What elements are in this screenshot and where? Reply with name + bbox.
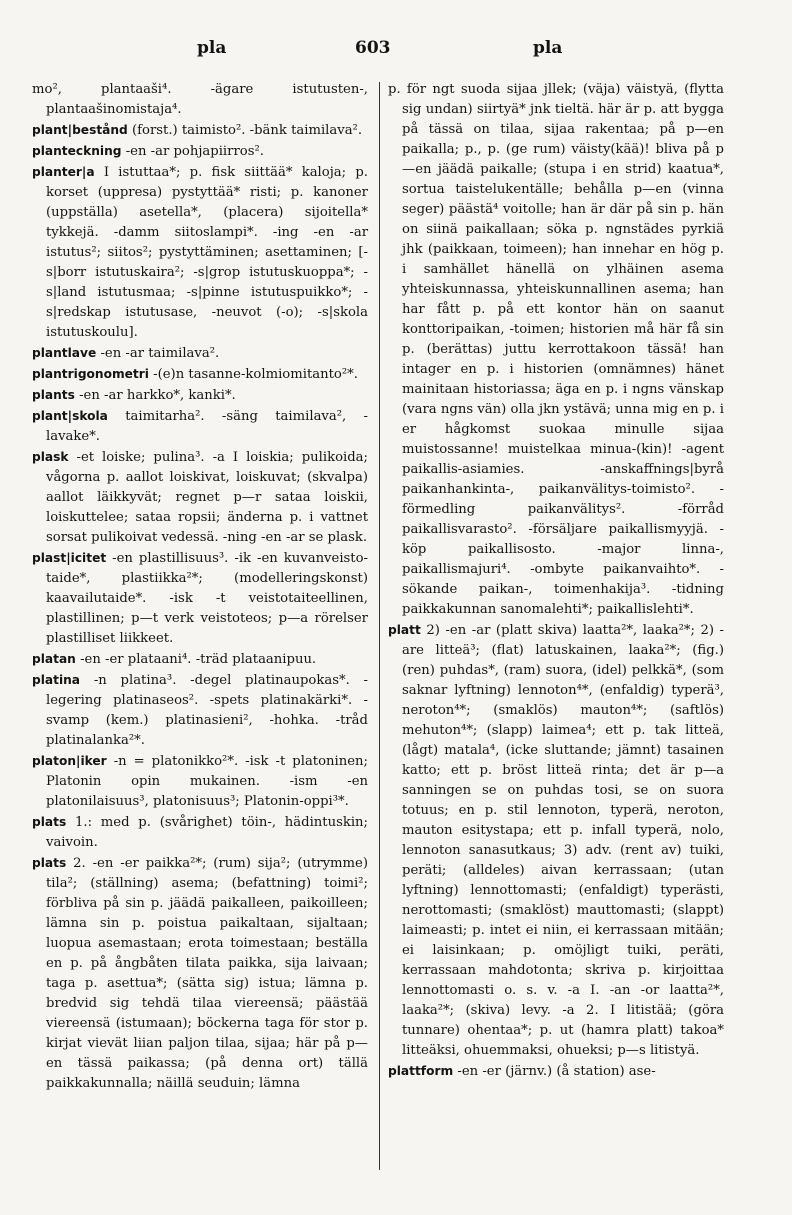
entry-definition: -en -ar harkko*, kanki*. — [79, 388, 236, 403]
page-number: 603 — [355, 38, 391, 58]
entry-definition: -en -ar taimilava². — [100, 346, 220, 361]
entry-definition: -(e)n tasanne-kolmiomitanto²*. — [153, 367, 358, 382]
entry-definition: taimitarha². -säng taimilava², -lavake*. — [46, 409, 368, 444]
entry-definition: mo², plantaaši⁴. -ägare istutusten-, plantaašinomistaja⁴. — [32, 82, 368, 117]
dictionary-entry — [32, 162, 368, 343]
entry-headword: plast|icitet — [32, 551, 107, 565]
right-column — [388, 80, 724, 1082]
entry-definition: -en -er (järnv.) (å station) ase- — [457, 1064, 656, 1079]
dictionary-entry — [388, 620, 724, 1061]
entry-definition: -n = platonikko²*. -isk -t platoninen; Platonin opin mukainen. -ism -en platonilaisuus³, platonisuus³; Platonin-oppi³*. — [46, 754, 368, 809]
entry-headword: plats — [32, 856, 67, 870]
dictionary-entry — [32, 447, 368, 548]
entry-definition: 2. -en -er paikka²*; (rum) sija²; (utrymme) tila²; (ställning) asema; (befattning) toimi²; förbliva på sin p. jäädä paikalleen, paikoilleen; lämna sin p. poistua paikaltaan, sijaltaan; luopua asemastaan; erota toimestaan; beställa en p. på ångbåten tilata paikka, sija laivaan; taga p. asettua*; (sätta sig) istua; lämna p. bredvid sig tehdä tilaa viereensä; päästää viereensä (istumaan); böckerna taga för stor p. kirjat vievät liian paljon tilaa, sijaa; här på p—en tässä paikassa; (på denna ort) tällä paikkakunnalla; näillä seuduin; lämna — [46, 856, 368, 1091]
dictionary-entry — [32, 670, 368, 751]
dictionary-entry — [32, 364, 368, 385]
entry-headword: platina — [32, 673, 81, 687]
dictionary-entry — [32, 751, 368, 812]
entry-definition: -en plastillisuus³. -ik -en kuvanveisto-taide*, plastiikka²*; (modelleringskonst) kaavailutaide*. -isk -t veistotaiteellinen, plastillinen; p—t verk veistoteos; p—a rörelser plastilliset liikkeet. — [46, 551, 368, 646]
entry-headword: plask — [32, 450, 69, 464]
entry-definition: -n platina³. -degel platinaupokas*. -legering platinaseos². -spets platinakärki*. -svamp (kem.) platinasieni², -hohka. -tråd platinalanka²*. — [46, 673, 369, 748]
dictionary-entry — [388, 1061, 724, 1082]
entry-headword: planteckning — [32, 144, 122, 158]
entry-definition: -et loiske; pulina³. -a I loiskia; pulikoida; vågorna p. aallot loiskivat, loiskuvat; (skvalpa) aallot läikkyvät; regnet p—r sataa loiskii, loiskuttelee; sataa ropsii; änderna p. i vattnet sorsat pulikoivat vedessä. -ning -en -ar se plask. — [46, 450, 368, 545]
entry-headword: platon|iker — [32, 754, 107, 768]
dictionary-entry — [32, 812, 368, 853]
dictionary-entry — [32, 141, 368, 162]
dictionary-entry — [32, 649, 368, 670]
entry-headword: plant|bestånd — [32, 123, 128, 137]
right-guide-word: pla — [533, 38, 563, 58]
dictionary-entry — [32, 853, 368, 1094]
entry-headword: planter|a — [32, 165, 95, 179]
dictionary-entry — [32, 80, 368, 120]
dictionary-entry — [32, 548, 368, 649]
entry-headword: plantrigonometri — [32, 367, 149, 381]
page-header — [0, 38, 792, 66]
left-guide-word: pla — [197, 38, 227, 58]
entry-headword: plats — [32, 815, 67, 829]
dictionary-entry — [388, 80, 724, 620]
entry-definition: 2) -en -ar (platt skiva) laatta²*, laaka²*; 2) -are litteä³; (flat) latuskainen, laaka²*; (fig.) (ren) puhdas*, (ram) suora, (idel) pelkkä*, (som saknar lyftning) lennoton⁴*, (enfaldig) typerä³, neroton⁴*; (smaklös) mauton⁴*; (saftlös) mehuton⁴*; (slapp) laimea⁴; ett p. tak litteä, (lågt) matala⁴, (icke sluttande; jämnt) tasainen katto; ett p. bröst litteä rinta; det är p—a sanningen se on puhdas tosi, se on suora totuus; en p. stil lennoton, typerä, neroton, mauton esitystapa; ett p. infall typerä, nolo, lennoton sanasutkaus; 3) adv. (rent av) tuiki, peräti; (alldeles) aivan kerrassaan; (utan lyftning) lennottomasti; (enfaldigt) typerästi, nerottomasti; (smaklöst) mauttomasti; (slappt) laimeasti; p. intet ei niin, ei kerrassaan mitään; ei laisinkaan; p. omöjligt tuiki, peräti, kerrassaan mahdotonta; skriva p. kirjoittaa lennottomasti o. s. v. -a I. -an -or laatta²*, laaka²*; (skiva) levy. -a 2. I litistää; (göra tunnare) ohentaa*; p. ut (hamra platt) takoa* litteäksi, ohuemmaksi, ohueksi; p—s litistyä. — [402, 623, 724, 1058]
entry-headword: platt — [388, 623, 421, 637]
dictionary-entry — [32, 120, 368, 141]
entry-headword: plant|skola — [32, 409, 108, 423]
entry-definition: -en -er plataani⁴. -träd plataanipuu. — [80, 652, 317, 667]
entry-definition: 1.: med p. (svårighet) töin-, hädintuskin; vaivoin. — [46, 815, 368, 850]
entry-headword: plattform — [388, 1064, 454, 1078]
entry-definition: -en -ar pohjapiirros². — [125, 144, 264, 159]
dictionary-entry — [32, 385, 368, 406]
entry-headword: platan — [32, 652, 76, 666]
dictionary-entry — [32, 343, 368, 364]
dictionary-entry — [32, 406, 368, 447]
entry-definition: I istuttaa*; p. fisk siittää* kaloja; p. korset (uppresa) pystyttää* risti; p. kanoner (uppställa) asetella*, (placera) sijoitella* tykkejä. -damm siitoslampi*. -ing -en -ar istutus²; siitos²; pystyttäminen; asettaminen; [-s|borr istutuskaira²; -s|grop istutuskuoppa*; -s|land istutusmaa; -s|pinne istutuspuikko*; -s|redskap istutusase, -neuvot (-o); -s|skola istutuskoulu]. — [46, 165, 368, 340]
entry-definition: (forst.) taimisto². -bänk taimilava². — [131, 123, 363, 138]
left-column — [32, 80, 368, 1094]
column-divider — [379, 82, 380, 1170]
entry-definition: p. för ngt suoda sijaa jllek; (väja) väistyä, (flytta sig undan) siirtyä* jnk tieltä. här är p. att bygga på tässä on tilaa, sijaa rakentaa; på p—en paikalla; p., p. (ge rum) väisty(kää)! bliva på p—en jäädä paikalle; (stupa i en strid) kaatua*, sortua taistelukentälle; behålla p—en (vinna seger) päästä⁴ voitolle; han är där på sin p. hän on siinä paikallaan; söka p. ngnstädes pyrkiä jhk (paikkaan, toimeen); han innehar en hög p. i samhället hänellä on ylhäinen asema yhteiskunnassa, yhteiskunnallinen asema; han har fått p. på ett kontor hän on saanut konttoripaikan, -toimen; historien må här få sin p. (berättas) juttu kerrottakoon tässä! han intager en p. i historien (omnämnes) hänet mainitaan historiassa; äga en p. i ngns vänskap (vara ngns vän) olla jkn ystävä; unna mig en p. i er hågkomst suokaa minulle sijaa muistossanne! muistelkaa minua-(kin)! -agent paikallis-asiamies. -anskaffnings|byrå paikanhankinta-, paikanvälitys-toimisto². -förmedling paikanvälitys². -förråd paikallisvarasto². -försäljare paikallismyyjä. -köp paikallisosto. -major linna-, paikallismajuri⁴. -ombyte paikanvaihto*. -sökande paikan-, toimenhakija³. -tidning paikkakunnan sanomalehti*; paikallislehti*. — [388, 82, 724, 617]
entry-headword: plantlave — [32, 346, 97, 360]
entry-headword: plants — [32, 388, 75, 402]
